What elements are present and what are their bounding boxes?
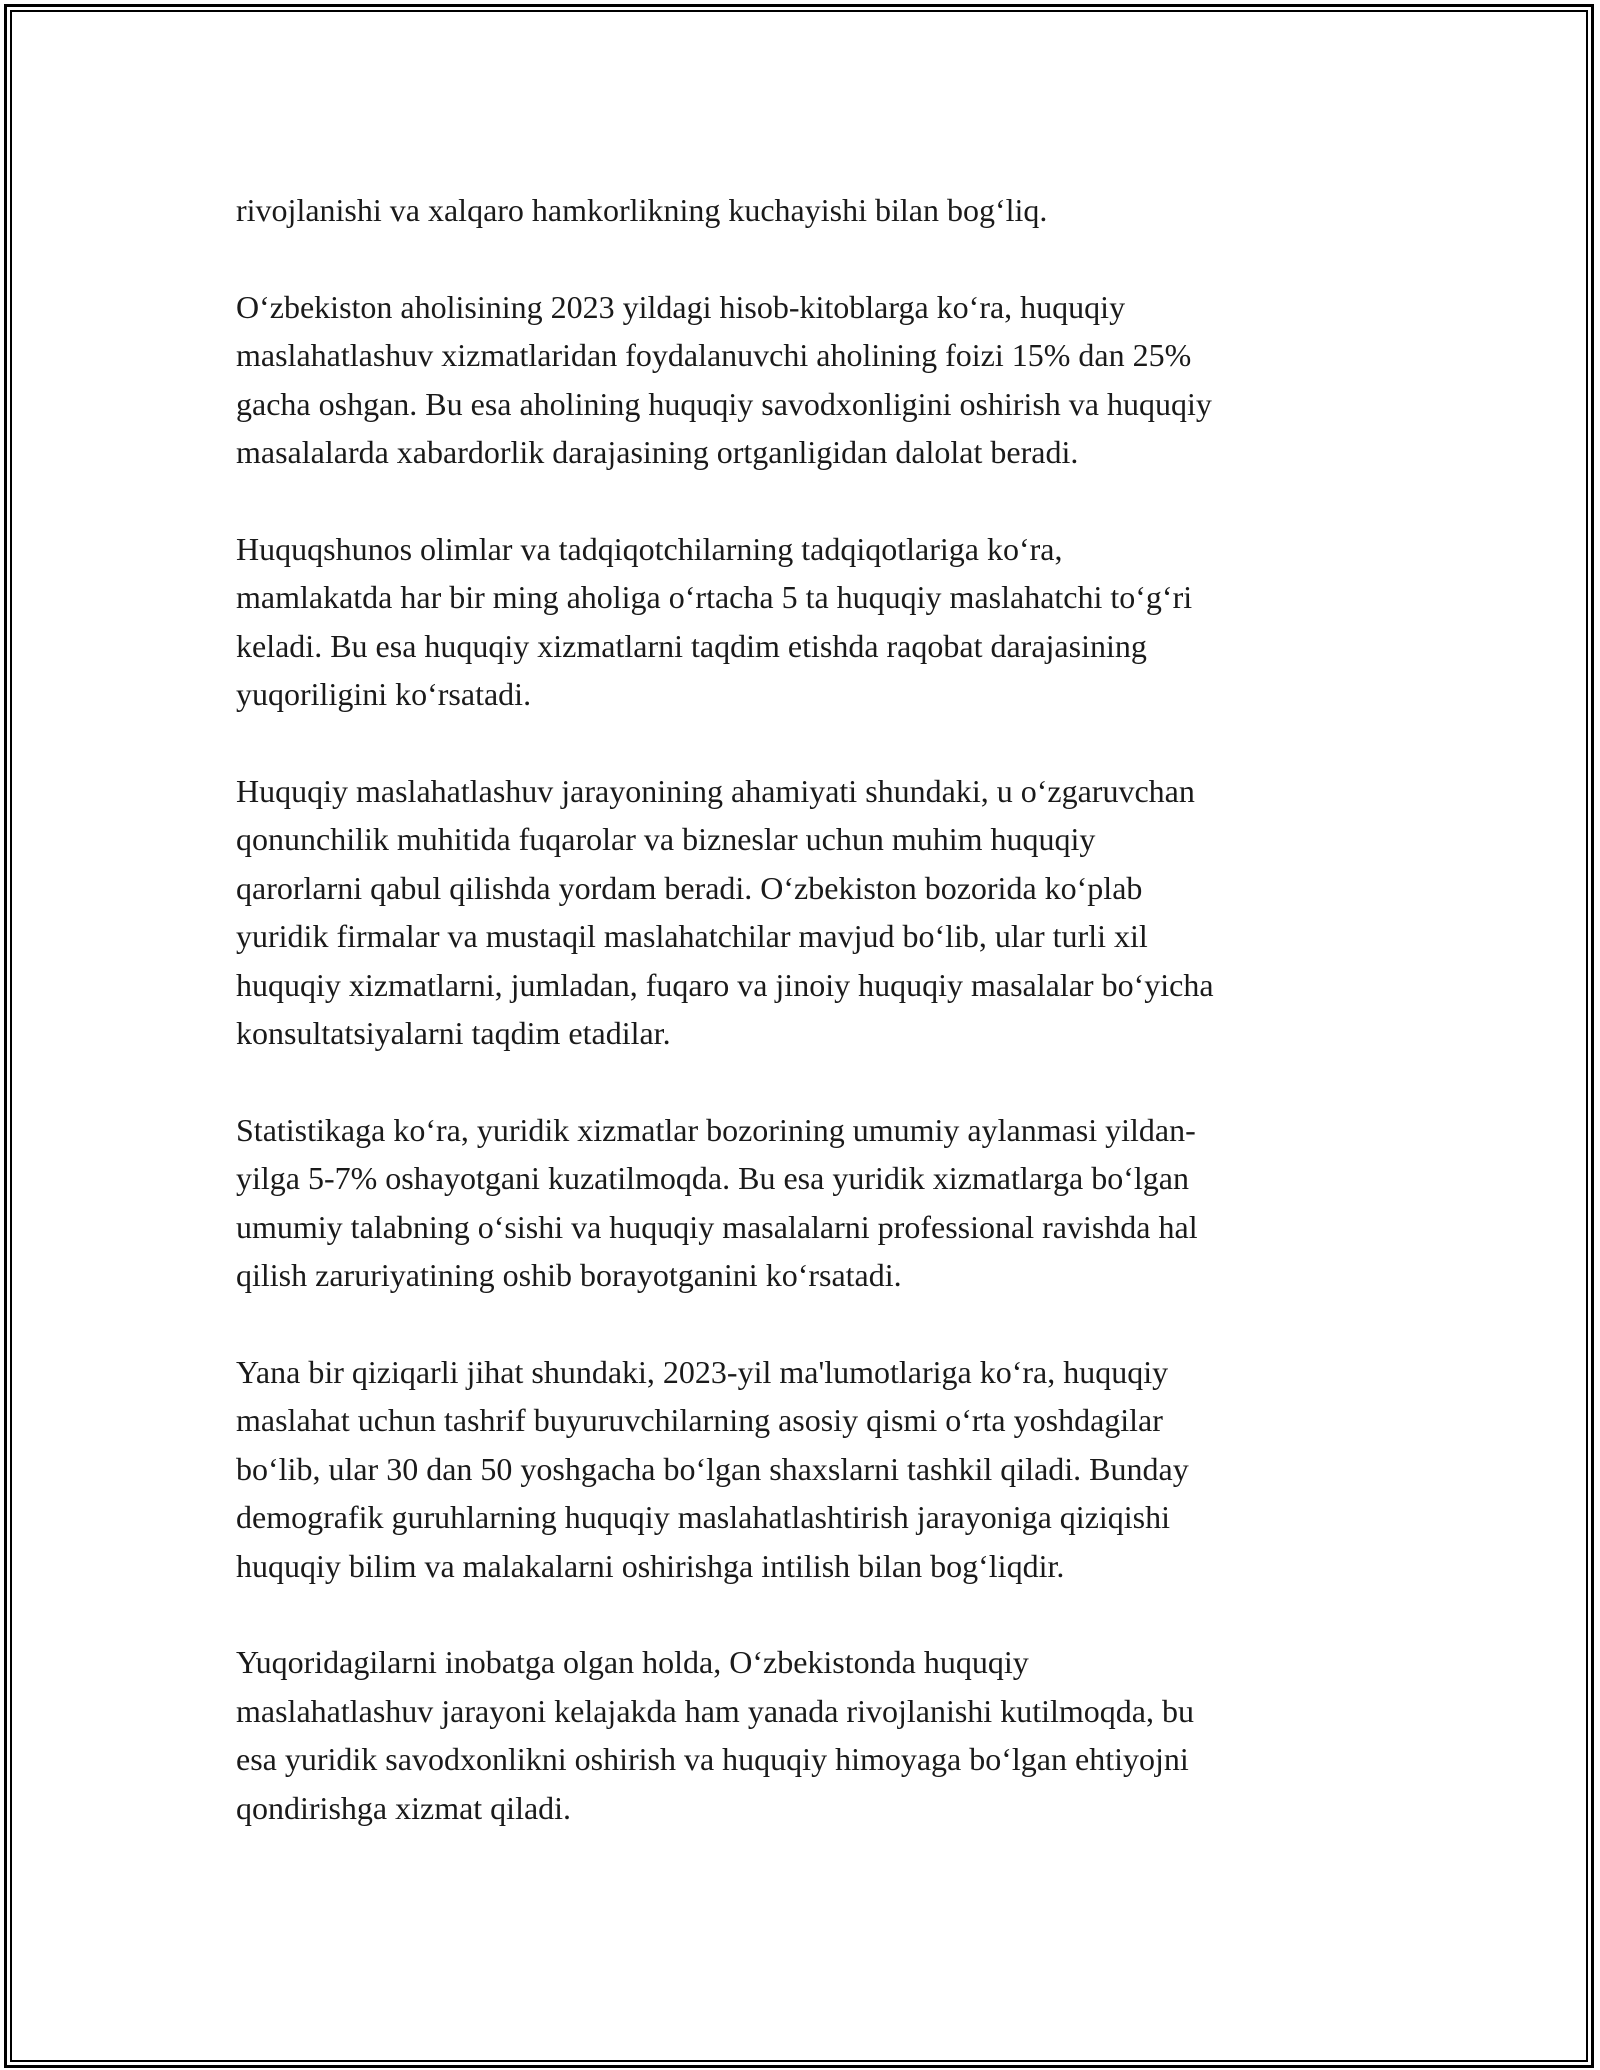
text-line: rivojlanishi va xalqaro hamkorlikning kuchayishi bilan bog‘liq. xyxy=(236,192,1048,228)
text-line: masalalarda xabardorlik darajasining ortganligidan dalolat beradi. xyxy=(236,434,1079,470)
text-line: maslahatlashuv jarayoni kelajakda ham yanada rivojlanishi kutilmoqda, bu xyxy=(236,1692,1194,1729)
text-line: maslahat uchun tashrif buyuruvchilarning asosiy qismi o‘rta yoshdagilar xyxy=(236,1402,1163,1438)
text-line: O‘zbekiston aholisining 2023 yildagi hisob-kitoblarga ko‘ra, huquqiy xyxy=(236,288,1126,325)
text-line: huquqiy bilim va malakalarni oshirishga intilish bilan bog‘liqdir. xyxy=(236,1547,1065,1584)
text-line: qonunchilik muhitida fuqarolar va bizneslar uchun muhim huquqiy xyxy=(236,821,1096,857)
paragraph-7 xyxy=(236,1638,1366,1832)
text-line: qarorlarni qabul qilishda yordam beradi. O‘zbekiston bozorida ko‘plab xyxy=(236,869,1143,906)
text-line: konsultatsiyalarni taqdim etadilar. xyxy=(236,1015,671,1051)
text-line: qilish zaruriyatining oshib borayotganini ko‘rsatadi. xyxy=(236,1257,902,1293)
text-line: gacha oshgan. Bu esa aholining huquqiy savodxonligini oshirish va huquqiy xyxy=(236,385,1212,422)
text-line: Huquqshunos olimlar va tadqiqotchilarning tadqiqotlariga ko‘ra, xyxy=(236,530,1063,567)
text-line: umumiy talabning o‘sishi va huquqiy masalalarni professional ravishda hal xyxy=(236,1208,1198,1245)
text-line: Huquqiy maslahatlashuv jarayonining ahamiyati shundaki, u o‘zgaruvchan xyxy=(236,772,1195,809)
text-line: keladi. Bu esa huquqiy xizmatlarni taqdim etishda raqobat darajasining xyxy=(236,627,1147,664)
paragraph-2 xyxy=(236,283,1366,477)
text-line: Yuqoridagilarni inobatga olgan holda, O‘zbekistonda huquqiy xyxy=(236,1644,1029,1680)
paragraph-3 xyxy=(236,525,1366,719)
text-line: qondirishga xizmat qiladi. xyxy=(236,1789,572,1826)
text-line: maslahatlashuv xizmatlaridan foydalanuvchi aholining foizi 15% dan 25% xyxy=(236,337,1192,373)
text-line: huquqiy xizmatlarni, jumladan, fuqaro va jinoiy huquqiy masalalar bo‘yicha xyxy=(236,966,1214,1003)
text-line: bo‘lib, ular 30 dan 50 yoshgacha bo‘lgan shaxslarni tashkil qiladi. Bunday xyxy=(236,1450,1189,1487)
text-line: mamlakatda har bir ming aholiga o‘rtacha 5 ta huquqiy maslahatchi to‘g‘ri xyxy=(236,579,1193,615)
document-body xyxy=(236,186,1366,1880)
text-line: yilga 5-7% oshayotgani kuzatilmoqda. Bu esa yuridik xizmatlarga bo‘lgan xyxy=(236,1160,1189,1196)
text-line: demografik guruhlarning huquqiy maslahatlashtirish jarayoniga qiziqishi xyxy=(236,1499,1171,1535)
text-line: yuridik firmalar va mustaqil maslahatchilar mavjud bo‘lib, ular turli xil xyxy=(236,918,1148,954)
paragraph-6 xyxy=(236,1348,1366,1591)
text-line: esa yuridik savodxonlikni oshirish va huquqiy himoyaga bo‘lgan ehtiyojni xyxy=(236,1741,1189,1777)
paragraph-4 xyxy=(236,767,1366,1058)
text-line: Yana bir qiziqarli jihat shundaki, 2023-yil ma'lumotlariga ko‘ra, huquqiy xyxy=(236,1353,1169,1390)
paragraph-1 xyxy=(236,186,1366,235)
text-line: yuqoriligini ko‘rsatadi. xyxy=(236,676,532,712)
text-line: Statistikaga ko‘ra, yuridik xizmatlar bozorining umumiy aylanmasi yildan- xyxy=(236,1111,1196,1148)
paragraph-5 xyxy=(236,1106,1366,1300)
